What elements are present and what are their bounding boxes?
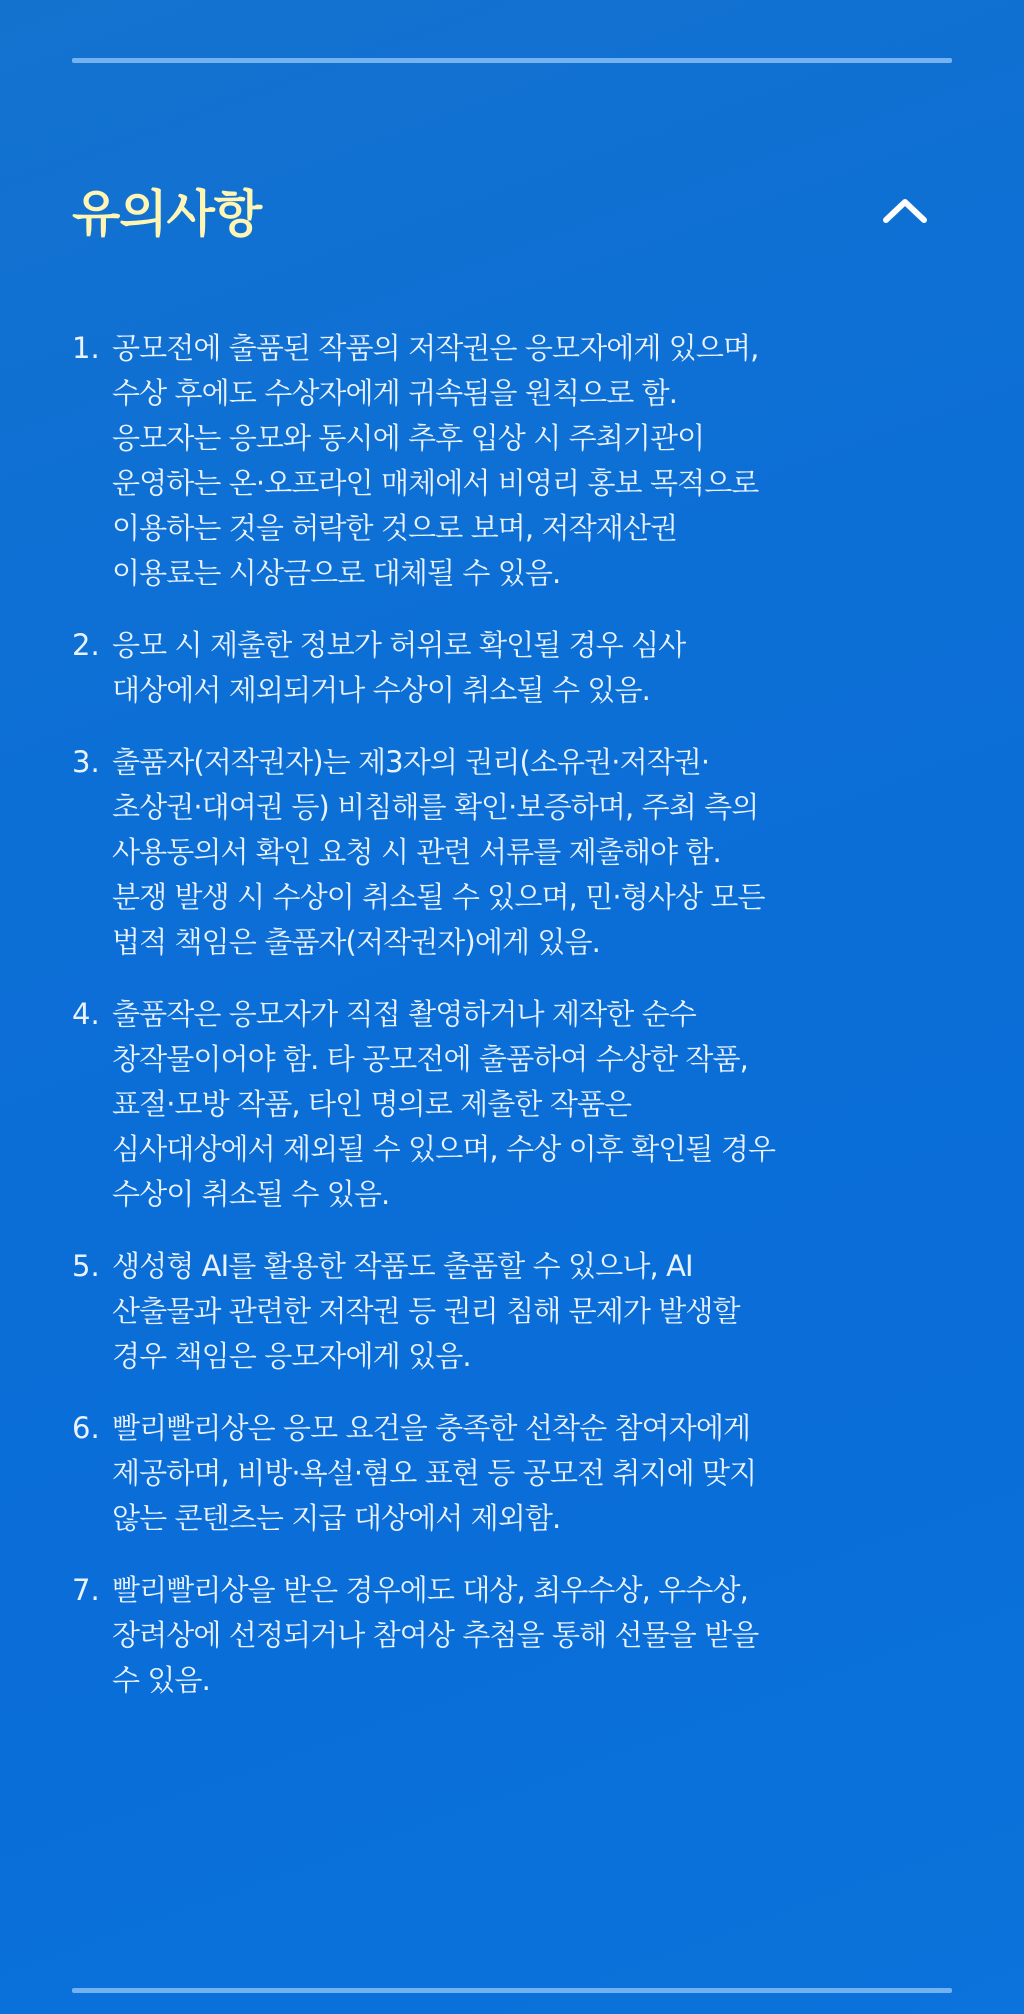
collapse-toggle-button[interactable] [870,175,940,245]
notice-text: 응모 시 제출한 정보가 허위로 확인될 경우 심사 대상에서 제외되거나 수상이 취소될 수 있음. [112,628,686,707]
notice-number: 6. [72,1411,100,1445]
notice-number: 2. [72,628,100,662]
bottom-divider [72,1988,952,1993]
notice-text: 공모전에 출품된 작품의 저작권은 응모자에게 있으며, 수상 후에도 수상자에게 귀속됨을 원칙으로 함. 응모자는 응모와 동시에 추후 입상 시 주최기관이 운영하는 온·오프라인 매체에서 비영리 홍보 목적으로 이용하는 것을 허락한 것으로 보며, 저작재산권 이용료는 시상금으로 대체될 수 있음. [112,331,759,590]
notice-item [72,623,962,713]
notice-item [72,1406,962,1541]
top-divider [72,58,952,63]
notice-list [72,326,962,1730]
section-title: 유의사항 [72,185,262,243]
notice-text: 출품자(저작권자)는 제3자의 권리(소유권·저작권· 초상권·대여권 등) 비침해를 확인·보증하며, 주최 측의 사용동의서 확인 요청 시 관련 서류를 제출해야 함. 분쟁 발생 시 수상이 취소될 수 있으며, 민·형사상 모든 법적 책임은 출품자(저작권자)에게 있음. [112,745,765,959]
notice-text: 출품작은 응모자가 직접 촬영하거나 제작한 순수 창작물이어야 함. 타 공모전에 출품하여 수상한 작품, 표절·모방 작품, 타인 명의로 제출한 작품은 심사대상에서 제외될 수 있으며, 수상 이후 확인될 경우 수상이 취소될 수 있음. [112,997,776,1211]
notice-item [72,1244,962,1379]
chevron-up-icon [881,195,929,225]
notice-number: 4. [72,997,100,1031]
notice-item [72,326,962,596]
notice-item [72,1568,962,1703]
notice-number: 1. [72,331,100,365]
notice-text: 생성형 AI를 활용한 작품도 출품할 수 있으나, AI 산출물과 관련한 저작권 등 권리 침해 문제가 발생할 경우 책임은 응모자에게 있음. [112,1249,740,1373]
notice-item [72,740,962,965]
notice-section-header[interactable] [72,168,952,252]
notice-number: 7. [72,1573,100,1607]
notice-number: 3. [72,745,100,779]
notice-item [72,992,962,1217]
notice-text: 빨리빨리상은 응모 요건을 충족한 선착순 참여자에게 제공하며, 비방·욕설·혐오 표현 등 공모전 취지에 맞지 않는 콘텐츠는 지급 대상에서 제외함. [112,1411,757,1535]
notice-text: 빨리빨리상을 받은 경우에도 대상, 최우수상, 우수상, 장려상에 선정되거나 참여상 추첨을 통해 선물을 받을 수 있음. [112,1573,759,1697]
notice-number: 5. [72,1249,100,1283]
